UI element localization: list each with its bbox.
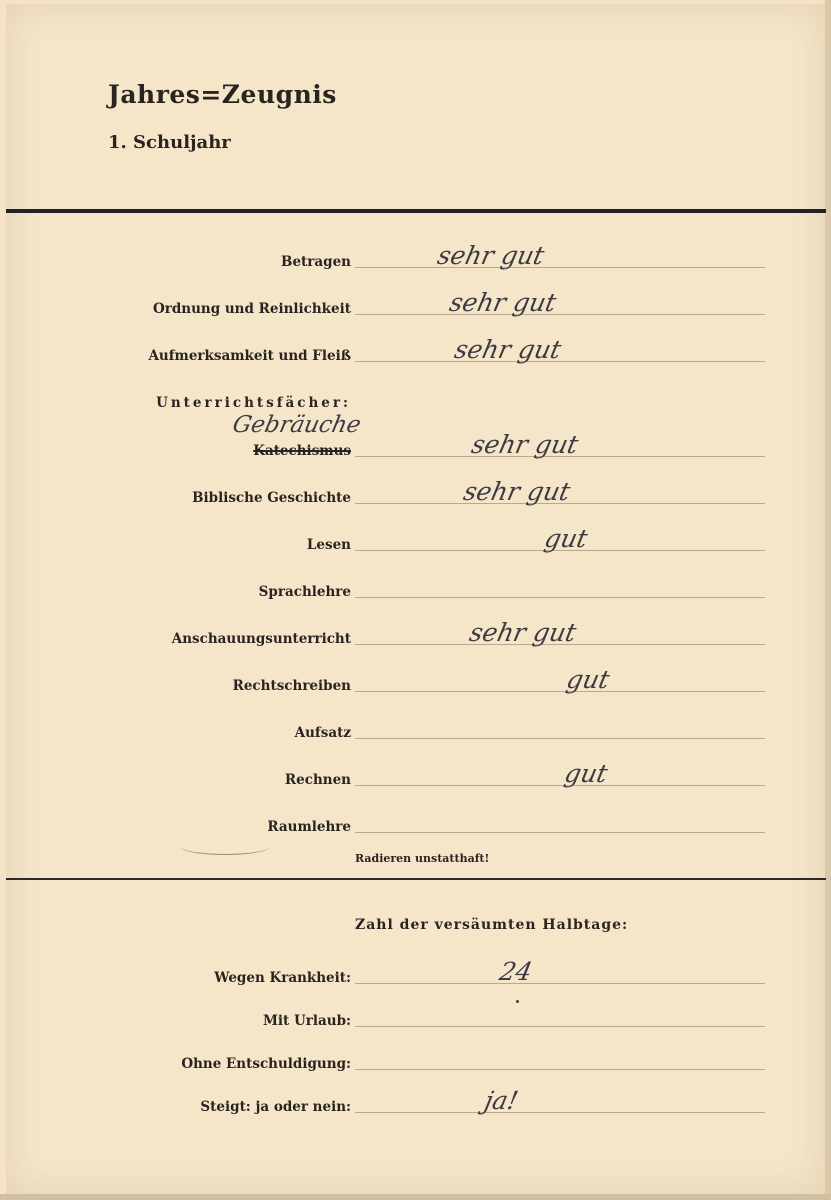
- row-label: Aufmerksamkeit und Fleiß: [148, 348, 351, 364]
- absence-row-steigt: [0, 1086, 831, 1117]
- grade-row-sprachlehre: [0, 578, 831, 602]
- row-label: Raumlehre: [267, 819, 351, 835]
- row-label: Anschauungsunterricht: [171, 631, 351, 647]
- handwritten-grade: sehr gut: [446, 288, 559, 317]
- row-label: Wegen Krankheit:: [214, 970, 351, 986]
- row-label: Betragen: [281, 254, 351, 270]
- grade-row-rechtschreiben: [0, 665, 831, 696]
- pencil-mark: [180, 838, 270, 855]
- row-label: Rechnen: [284, 772, 351, 788]
- row-label: Aufsatz: [294, 725, 351, 741]
- fill-line: [355, 983, 765, 984]
- fill-line: [355, 785, 765, 786]
- row-label: Sprachlehre: [258, 584, 351, 600]
- grade-row-betragen: [0, 241, 831, 272]
- ink-dot: [516, 1000, 519, 1003]
- handwritten-grade: sehr gut: [434, 241, 547, 270]
- fill-line: [355, 267, 765, 268]
- absence-row-krankheit: [0, 957, 831, 988]
- absence-row-ohne-entschuldigung: [0, 1050, 831, 1074]
- grade-row-aufmerksamkeit: [0, 335, 831, 366]
- fill-line: [355, 361, 765, 362]
- row-label: Ordnung und Reinlichkeit: [152, 301, 351, 317]
- handwritten-grade: gut: [563, 665, 613, 694]
- grade-row-lesen: [0, 524, 831, 555]
- row-label: Ohne Entschuldigung:: [181, 1056, 351, 1072]
- page-bottom-edge: [0, 1194, 831, 1200]
- grade-row-anschauungsunterricht: [0, 618, 831, 649]
- subjects-heading-row: [0, 389, 831, 413]
- handwritten-grade: sehr gut: [460, 477, 573, 506]
- handwritten-grade: sehr gut: [451, 335, 564, 364]
- grade-row-aufsatz: [0, 719, 831, 743]
- row-label: Steigt: ja oder nein:: [200, 1099, 351, 1115]
- row-label: Lesen: [306, 537, 351, 553]
- document-title: Jahres=Zeugnis: [108, 80, 337, 109]
- grade-row-katechismus: [0, 430, 831, 461]
- absence-row-urlaub: [0, 1007, 831, 1031]
- grade-row-raumlehre: [0, 813, 831, 837]
- row-label: Rechtschreiben: [232, 678, 351, 694]
- erasure-note: Radieren unstatthaft!: [355, 852, 490, 865]
- handwritten-grade: gut: [541, 524, 591, 553]
- handwritten-grade: sehr gut: [466, 618, 579, 647]
- fill-line: [355, 832, 765, 833]
- handwritten-subject-replacement: Gebräuche: [230, 412, 364, 438]
- top-divider: [6, 209, 826, 213]
- fill-line: [355, 1112, 765, 1113]
- fill-line: [355, 691, 765, 692]
- grade-row-biblische-geschichte: [0, 477, 831, 508]
- grade-row-ordnung: [0, 288, 831, 319]
- handwritten-value: ja!: [481, 1086, 521, 1115]
- row-label: Biblische Geschichte: [192, 490, 351, 506]
- subjects-heading: Unterrichtsfächer:: [156, 395, 351, 411]
- handwritten-value: 24: [496, 957, 535, 986]
- fill-line: [355, 597, 765, 598]
- fill-line: [355, 1026, 765, 1027]
- handwritten-grade: gut: [561, 759, 611, 788]
- middle-divider: [6, 878, 826, 880]
- struck-row-label: Katechismus: [253, 443, 351, 459]
- handwritten-grade: sehr gut: [468, 430, 581, 459]
- fill-line: [355, 738, 765, 739]
- fill-line: [355, 314, 765, 315]
- row-label: Mit Urlaub:: [262, 1013, 351, 1029]
- document-subtitle: 1. Schuljahr: [108, 132, 231, 153]
- grade-row-rechnen: [0, 759, 831, 790]
- fill-line: [355, 1069, 765, 1070]
- absence-heading: Zahl der versäumten Halbtage:: [355, 917, 629, 933]
